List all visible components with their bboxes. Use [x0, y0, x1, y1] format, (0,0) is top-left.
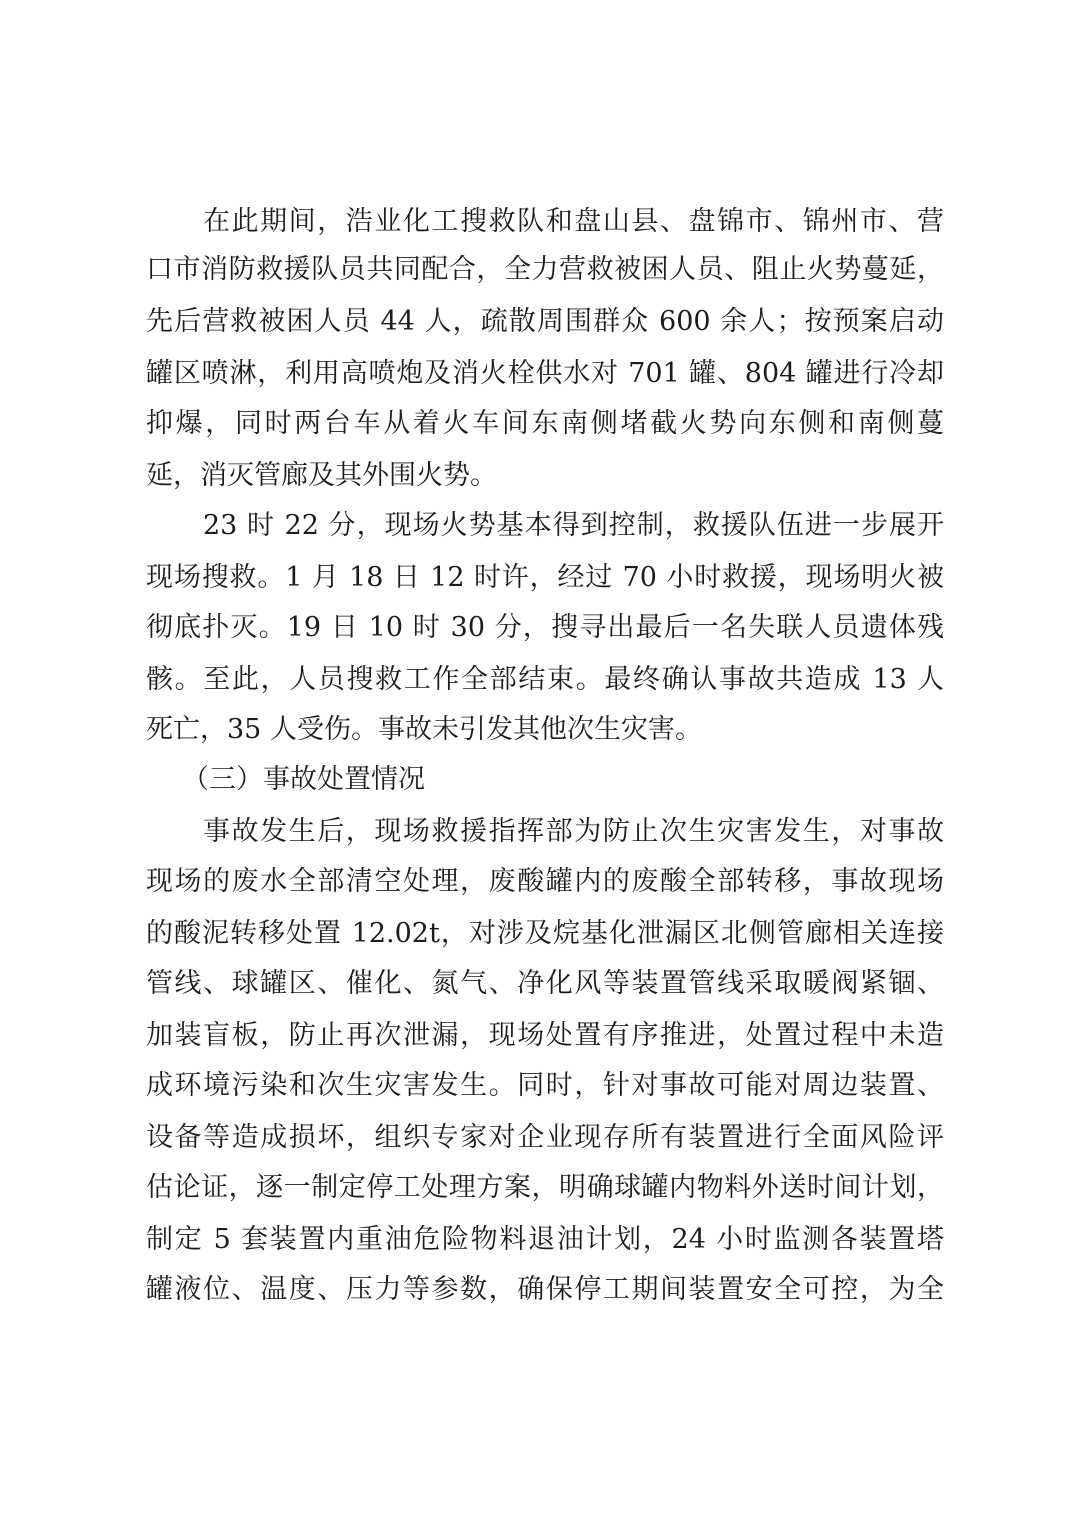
paragraph-3-line-1: 事故发生后，现场救援指挥部为防止次生灾害发生，对事故 — [203, 816, 944, 847]
paragraph-2-line-2: 现场搜救。1 月 18 日 12 时许，经过 70 小时救援，现场明火被 — [146, 562, 944, 593]
paragraph-1-line-6: 延，消灭管廊及其外围火势。 — [146, 460, 497, 491]
paragraph-1-line-4: 罐区喷淋，利用高喷炮及消火栓供水对 701 罐、804 罐进行冷却 — [146, 358, 944, 389]
paragraph-3-line-4: 管线、球罐区、催化、氮气、净化风等装置管线采取暖阀紧锢、 — [146, 968, 944, 999]
paragraph-3-line-3: 的酸泥转移处置 12.02t，对涉及烷基化泄漏区北侧管廊相关连接 — [146, 918, 944, 949]
paragraph-1-line-3: 先后营救被困人员 44 人，疏散周围群众 600 余人；按预案启动 — [146, 306, 944, 337]
paragraph-3-line-5: 加装盲板，防止再次泄漏，现场处置有序推进，处置过程中未造 — [146, 1020, 944, 1051]
paragraph-1-line-5: 抑爆，同时两台车从着火车间东南侧堵截火势向东侧和南侧蔓 — [146, 408, 944, 439]
paragraph-2-line-3: 彻底扑灭。19 日 10 时 30 分，搜寻出最后一名失联人员遗体残 — [146, 612, 944, 643]
paragraph-2-line-1: 23 时 22 分，现场火势基本得到控制，救援队伍进一步展开 — [203, 510, 944, 541]
paragraph-3-line-10: 罐液位、温度、压力等参数，确保停工期间装置安全可控，为全 — [146, 1274, 944, 1305]
paragraph-1-line-1: 在此期间，浩业化工搜救队和盘山县、盘锦市、锦州市、营 — [203, 206, 944, 237]
paragraph-3-line-9: 制定 5 套装置内重油危险物料退油计划，24 小时监测各装置塔 — [146, 1224, 944, 1255]
paragraph-3-line-8: 估论证，逐一制定停工处理方案，明确球罐内物料外送时间计划， — [146, 1172, 944, 1203]
paragraph-3-line-7: 设备等造成损坏，组织专家对企业现存所有装置进行全面风险评 — [146, 1122, 944, 1153]
paragraph-2-line-5: 死亡，35 人受伤。事故未引发其他次生灾害。 — [146, 714, 702, 745]
paragraph-3-line-2: 现场的废水全部清空处理，废酸罐内的废酸全部转移，事故现场 — [146, 866, 944, 897]
paragraph-2-line-4: 骸。至此，人员搜救工作全部结束。最终确认事故共造成 13 人 — [146, 664, 944, 695]
paragraph-1-line-2: 口市消防救援队员共同配合，全力营救被困人员、阻止火势蔓延， — [146, 254, 944, 285]
section-heading: （三）事故处置情况 — [182, 764, 425, 795]
paragraph-3-line-6: 成环境污染和次生灾害发生。同时，针对事故可能对周边装置、 — [146, 1070, 944, 1101]
